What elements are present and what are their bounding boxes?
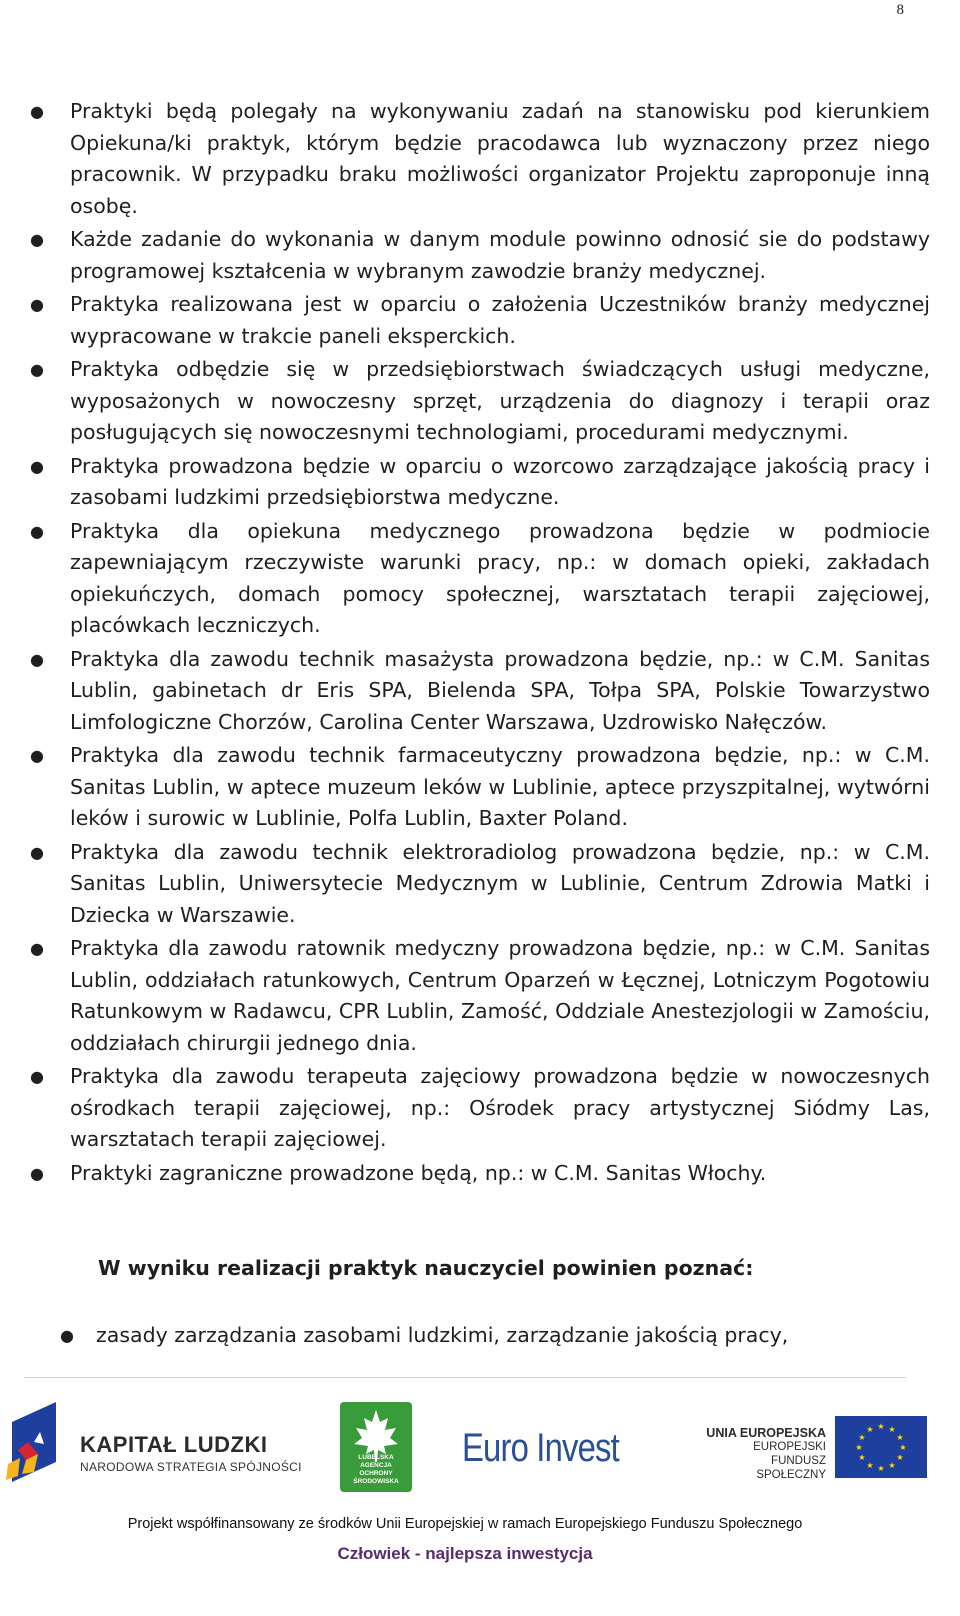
bullet-icon: ●	[30, 649, 44, 669]
list-item-text: Praktyka dla zawodu technik elektroradiolog prowadzona będzie, np.: w C.M. Sanitas Lublin, Uniwersytecie Medycznym w Lublinie, Centrum Zdrowia Matki i Dziecka w Warszawie.	[70, 839, 930, 927]
laos-line: LUBELSKA	[358, 1454, 394, 1461]
laos-text	[340, 1454, 412, 1486]
list-item	[0, 96, 960, 222]
list-item-text: Praktyka dla zawodu technik masażysta prowadzona będzie, np.: w C.M. Sanitas Lublin, gabinetach dr Eris SPA, Bielenda SPA, Tołpa SPA, Polskie Towarzystwo Limfologiczne Chorzów, Carolina Center Warszawa, Uzdrowisko Nałęczów.	[70, 646, 930, 734]
laos-logo	[340, 1402, 412, 1492]
eu-flag-icon	[835, 1416, 927, 1478]
svg-text:★: ★	[855, 1443, 863, 1452]
svg-text:★: ★	[899, 1443, 907, 1452]
laos-line: OCHRONY	[359, 1470, 393, 1477]
svg-text:★: ★	[896, 1453, 904, 1462]
list-item	[0, 289, 960, 352]
bullet-icon: ●	[30, 295, 44, 314]
list-item	[0, 837, 960, 932]
eu-text	[700, 1426, 826, 1482]
bullet-icon: ●	[60, 1326, 74, 1345]
list-item-text: Praktyka odbędzie się w przedsiębiorstwach świadczących usługi medyczne, wyposażonych w nowoczesny sprzęt, urządzenia do diagnozy i terapii oraz posługujących się nowoczesnymi technologiami, procedurami medycznymi.	[70, 357, 930, 444]
svg-text:★: ★	[866, 1461, 874, 1470]
svg-text:★: ★	[877, 1422, 885, 1431]
list-item-text: Każde zadanie do wykonania w danym module powinno odnosić sie do podstawy programowej kształcenia w wybranym zawodzie branży medycznej.	[70, 227, 930, 283]
eu-line: EUROPEJSKI	[753, 1441, 826, 1453]
footer-divider	[24, 1377, 906, 1378]
eu-title: UNIA EUROPEJSKA	[706, 1426, 826, 1440]
bullet-icon: ●	[30, 1163, 44, 1183]
list-item	[0, 740, 960, 835]
bullet-icon: ●	[30, 102, 44, 121]
list-item	[0, 644, 960, 739]
page-number: 8	[896, 2, 904, 18]
bullet-icon: ●	[30, 842, 44, 862]
footer-logos	[0, 1396, 960, 1496]
list-item-text: Praktyka dla zawodu ratownik medyczny prowadzona będzie, np.: w C.M. Sanitas Lublin, oddziałach ratunkowych, Centrum Oparzeń w Łęcznej, Lotniczym Pogotowiu Ratunkowym w Radawcu, CPR Lublin, Zamość, Oddziale Anestezjologii w Zamościu, oddziałach chirurgii jednego dnia.	[70, 936, 930, 1055]
kapital-ludzki-flag-icon	[4, 1402, 60, 1492]
cofinance-note: Projekt współfinansowany ze środków Unii Europejskiej w ramach Europejskiego Funduszu Społecznego	[127, 1516, 803, 1532]
list-item-text: Praktyka dla opiekuna medycznego prowadzona będzie w podmiocie zapewniającym rzeczywiste warunki pracy, np.: w domach opieki, zakładach opiekuńczych, domach pomocy społecznej, warsztatach terapii zajęciowej, placówkach leczniczych.	[70, 518, 930, 637]
list-item-text: Praktyki zagraniczne prowadzone będą, np.: w C.M. Sanitas Włochy.	[70, 1160, 767, 1185]
list-item-text: Praktyka dla zawodu terapeuta zajęciowy prowadzona będzie w nowoczesnych ośrodkach terapii zajęciowej, np.: Ośrodek pracy artystycznej Siódmy Las, warsztatach terapii zajęciowej.	[70, 1064, 930, 1151]
svg-text:★: ★	[888, 1425, 896, 1434]
eu-line: FUNDUSZ SPOŁECZNY	[756, 1455, 826, 1481]
svg-text:★: ★	[877, 1464, 885, 1473]
list-item	[0, 224, 960, 287]
bullet-icon: ●	[30, 1067, 44, 1086]
list-item	[0, 1158, 960, 1190]
slogan: Człowiek - najlepsza inwestycja	[337, 1544, 593, 1563]
list-item	[0, 516, 960, 642]
svg-text:★: ★	[858, 1453, 866, 1462]
list-item-text: Praktyki będą polegały na wykonywaniu zadań na stanowisku pod kierunkiem Opiekuna/ki praktyk, którym będzie pracodawca lub wyznaczony przez niego pracownik. W przypadku braku możliwości organizator Projektu zaproponuje inną osobę.	[70, 99, 930, 218]
bullet-icon: ●	[30, 230, 44, 249]
bullet-icon: ●	[30, 360, 44, 379]
section-heading: W wyniku realizacji praktyk nauczyciel powinien poznać:	[98, 1256, 754, 1280]
bullet-icon: ●	[30, 456, 44, 476]
laos-line: AGENCJA	[360, 1462, 392, 1469]
list-item	[0, 1320, 960, 1352]
list-item	[0, 933, 960, 1059]
list-item	[0, 1061, 960, 1156]
list-item	[0, 354, 960, 449]
list-item	[0, 451, 960, 514]
bullet-icon: ●	[30, 746, 44, 765]
svg-text:★: ★	[888, 1461, 896, 1470]
svg-text:★: ★	[866, 1425, 874, 1434]
laos-line: ŚRODOWISKA	[353, 1478, 399, 1485]
kapital-ludzki-subtitle: NARODOWA STRATEGIA SPÓJNOŚCI	[80, 1460, 302, 1474]
list-item-text: Praktyka realizowana jest w oparciu o założenia Uczestników branży medycznej wypracowane w trakcie paneli eksperckich.	[70, 292, 930, 348]
kapital-ludzki-title: KAPITAŁ LUDZKI	[80, 1432, 268, 1457]
bullet-icon: ●	[30, 939, 44, 958]
svg-text:★: ★	[896, 1433, 904, 1442]
list-item-text: zasady zarządzania zasobami ludzkimi, zarządzanie jakością pracy,	[96, 1323, 789, 1347]
bullet-list-secondary	[0, 1320, 960, 1352]
svg-text:★: ★	[858, 1433, 866, 1442]
euroinvest-logo: Euro Invest	[462, 1426, 619, 1470]
kapital-ludzki-logo	[80, 1432, 302, 1474]
list-item-text: Praktyka prowadzona będzie w oparciu o wzorcowo zarządzające jakością pracy i zasobami ludzkimi przedsiębiorstwa medyczne.	[70, 453, 930, 509]
bullet-icon: ●	[30, 521, 44, 541]
bullet-list	[0, 96, 960, 1191]
list-item-text: Praktyka dla zawodu technik farmaceutyczny prowadzona będzie, np.: w C.M. Sanitas Lublin, w aptece muzeum leków w Lublinie, aptece przyszpitalnej, wytwórni leków i surowic w Lublinie, Polfa Lublin, Baxter Poland.	[70, 743, 930, 830]
